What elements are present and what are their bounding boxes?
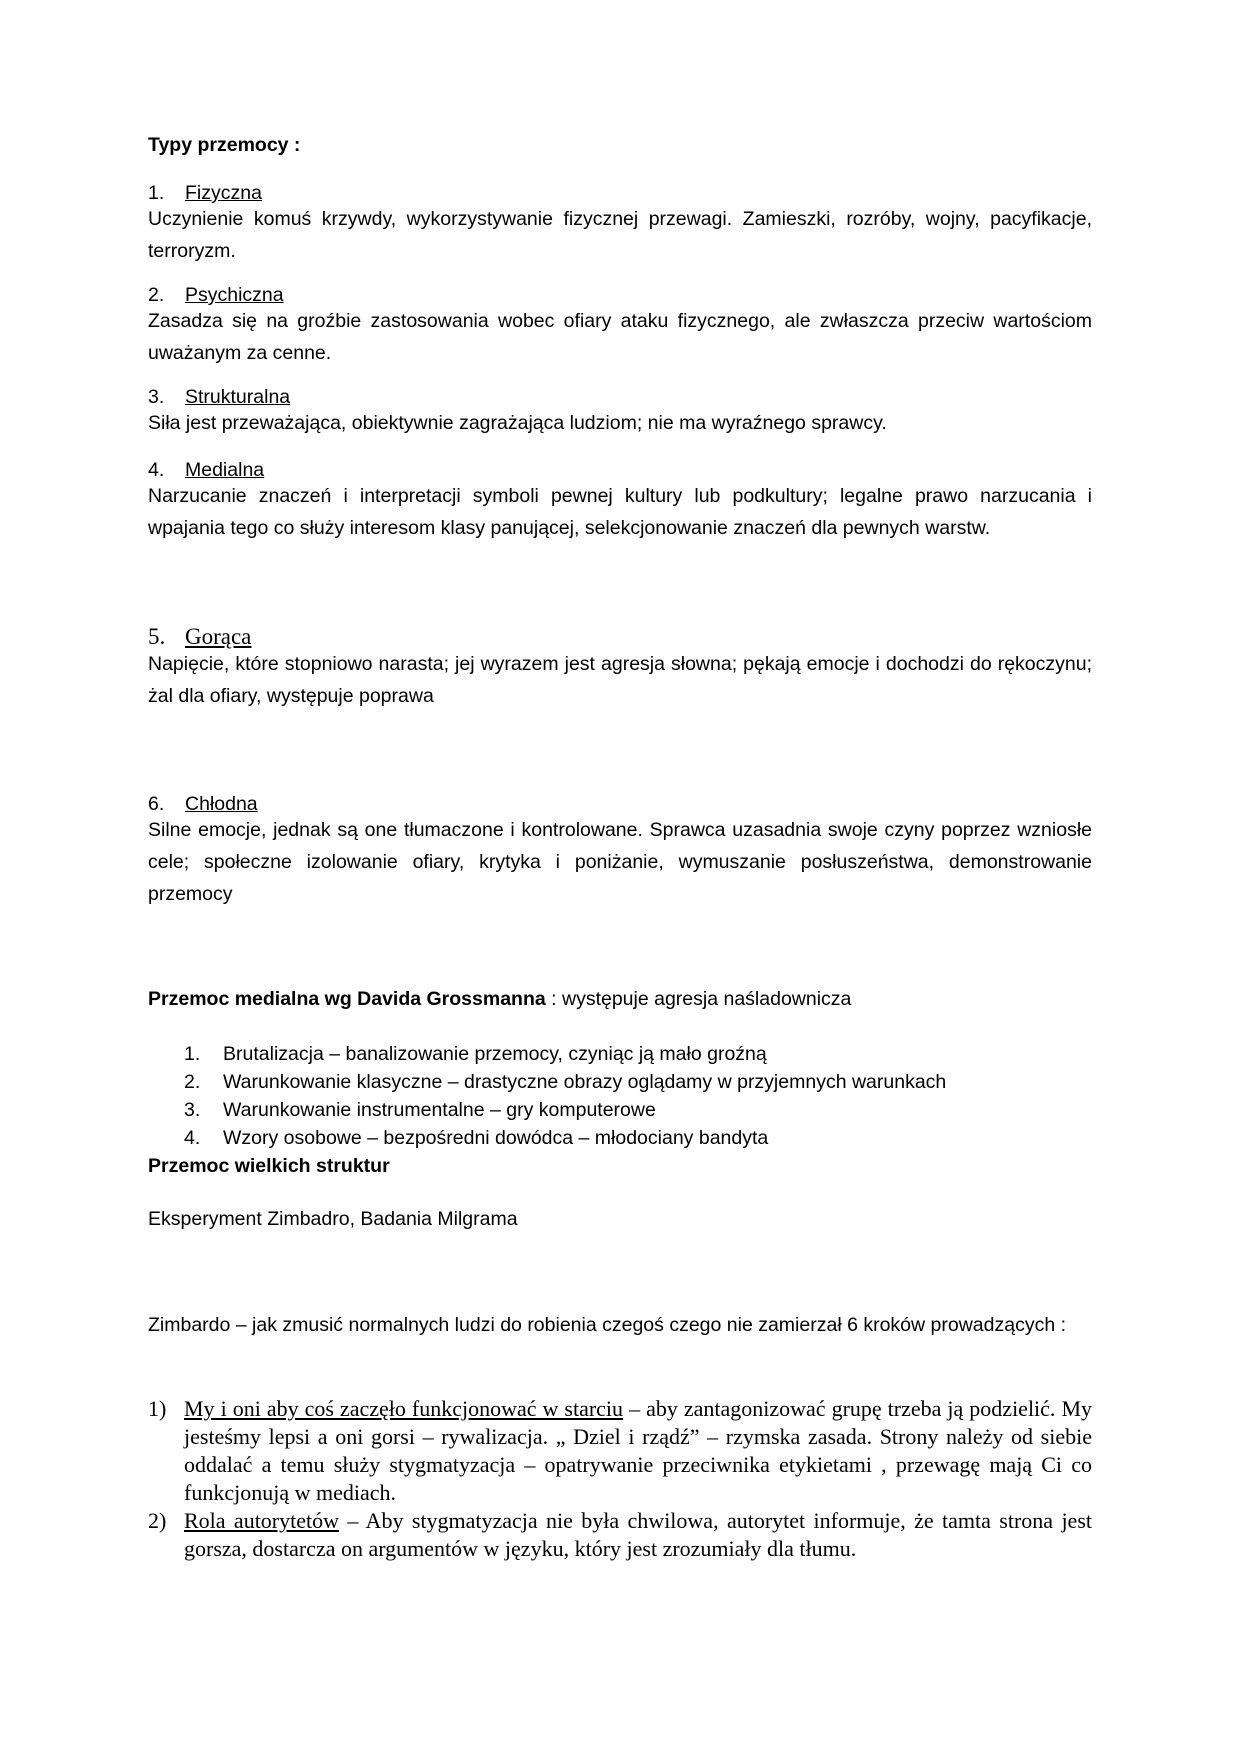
zimbardo-intro: Zimbardo – jak zmusić normalnych ludzi do robienia czegoś czego nie zamierzał 6 kroków prowadzących : — [148, 1314, 1066, 1336]
type-name: Gorąca — [185, 624, 252, 649]
grossman-heading-bold: Przemoc medialna wg Davida Grossmanna — [148, 988, 546, 1010]
list-text: Brutalizacja – banalizowanie przemocy, czyniąc ją mało groźną — [223, 1043, 767, 1065]
type-name: Psychiczna — [185, 284, 284, 306]
step-text: – Aby stygmatyzacja nie była chwilowa, autorytet informuje, że tamta strona jest gorsza, dostarcza on argumentów w języku, który jest zrozumiały dla tłumu. — [184, 1508, 1092, 1561]
page-title: Typy przemocy : — [148, 134, 301, 156]
grossman-list — [184, 1040, 1092, 1152]
list-number: 3. — [184, 1099, 201, 1121]
step-title: Rola autorytetów — [184, 1508, 340, 1533]
type-desc-strukturalna: Siła jest przeważająca, obiektywnie zagrażająca ludziom; nie ma wyraźnego sprawcy. — [148, 412, 887, 434]
type-desc-chlodna: Silne emocje, jednak są one tłumaczone i kontrolowane. Sprawca uzasadnia swoje czyny poprzez wzniosłe cele; społeczne izolowanie ofiary, krytyka i poniżanie, wymuszanie posłuszeństwa, demonstrowanie przemocy — [148, 819, 1092, 905]
list-item — [148, 1507, 1092, 1563]
list-number: 1) — [148, 1396, 167, 1421]
type-desc-psychiczna: Zasadza się na groźbie zastosowania wobec ofiary ataku fizycznego, ale zwłaszcza przeciw wartościom uważanym za cenne. — [148, 310, 1092, 364]
step-text: – aby zantagonizować grupę trzeba ją podzielić. My jesteśmy lepsi a oni gorsi – rywalizacja. „ Dziel i rządź” – rzymska zasada. Strony należy od siebie oddalać a temu służy stygmatyzacja – opatrywanie przeciwnika etykietami , przewagę mają Ci co funkcjonują w mediach. — [184, 1396, 1093, 1505]
zimbardo-steps — [148, 1395, 1092, 1563]
type-name: Medialna — [185, 459, 265, 481]
list-text: Warunkowanie instrumentalne – gry komputerowe — [223, 1099, 656, 1121]
type-number: 2. — [148, 284, 165, 306]
type-number: 3. — [148, 386, 165, 408]
experiments-line: Eksperyment Zimbadro, Badania Milgrama — [148, 1208, 518, 1230]
type-name: Chłodna — [185, 793, 258, 815]
type-number: 6. — [148, 793, 165, 815]
list-text: Wzory osobowe – bezpośredni dowódca – młodociany bandyta — [223, 1127, 769, 1149]
list-item — [148, 1395, 1092, 1507]
list-number: 1. — [184, 1043, 201, 1065]
list-number: 2. — [184, 1071, 201, 1093]
type-desc-fizyczna: Uczynienie komuś krzywdy, wykorzystywanie fizycznej przewagi. Zamieszki, rozróby, wojny, pacyfikacje, terroryzm. — [148, 208, 1092, 262]
list-item — [184, 1040, 1092, 1068]
list-item — [184, 1068, 1092, 1096]
type-name: Strukturalna — [185, 386, 291, 408]
list-item — [184, 1124, 1092, 1152]
type-number: 1. — [148, 182, 165, 204]
type-title-goraca — [148, 623, 251, 651]
list-item — [184, 1096, 1092, 1124]
type-name: Fizyczna — [185, 182, 262, 204]
step-title: My i oni aby coś zaczęło funkcjonować w starciu — [184, 1396, 624, 1421]
type-number: 5. — [148, 624, 166, 649]
grossman-heading-rest: : występuje agresja naśladownicza — [545, 988, 852, 1010]
structures-heading: Przemoc wielkich struktur — [148, 1155, 390, 1177]
list-number: 4. — [184, 1127, 201, 1149]
type-number: 4. — [148, 459, 165, 481]
list-number: 2) — [148, 1508, 167, 1533]
type-desc-goraca: Napięcie, które stopniowo narasta; jej wyrazem jest agresja słowna; pękają emocje i dochodzi do rękoczynu; żal dla ofiary, występuje poprawa — [148, 653, 1092, 707]
type-desc-medialna: Narzucanie znaczeń i interpretacji symboli pewnej kultury lub podkultury; legalne prawo narzucania i wpajania tego co służy interesom klasy panującej, selekcjonowanie znaczeń dla pewnych warstw. — [148, 485, 1092, 539]
list-text: Warunkowanie klasyczne – drastyczne obrazy oglądamy w przyjemnych warunkach — [223, 1071, 947, 1093]
grossman-heading — [148, 983, 1092, 1015]
